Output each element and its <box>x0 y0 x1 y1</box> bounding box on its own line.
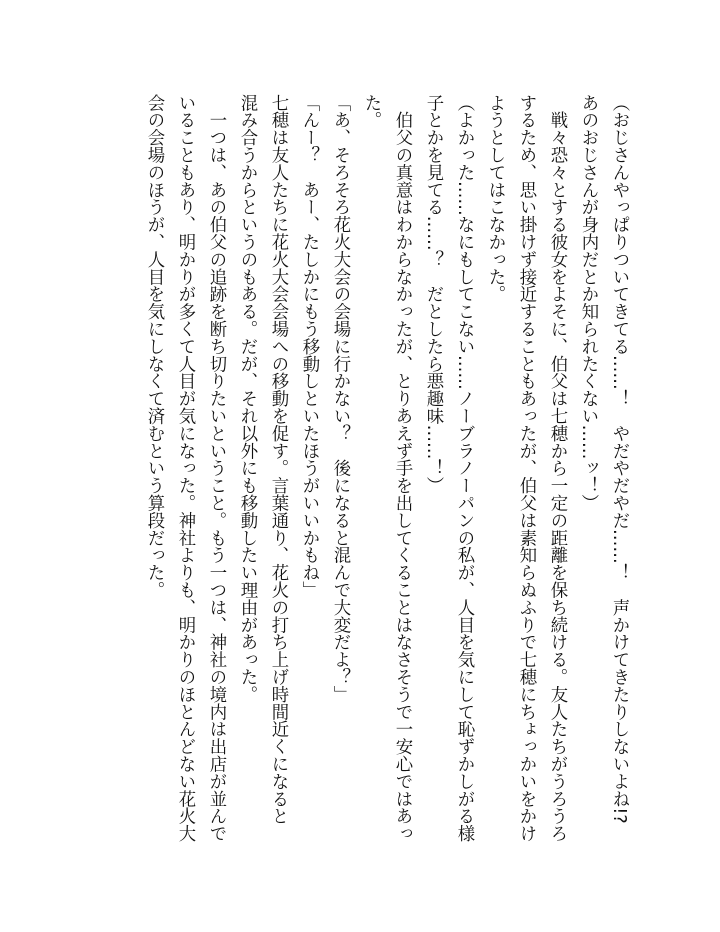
text-line: （よかった……なにもしてこない……ノーブラノーパンの私が、人目を気にして恥ずかしがる様 <box>454 94 474 843</box>
text-line: 「んー？ あー、たしかにもう移動しといたほうがいいかもね」 <box>299 94 319 599</box>
vertical-text-page <box>138 94 634 854</box>
text-line: 戦々恐々とする彼女をよそに、伯父は七穂から一定の距離を保ち続ける。友人たちがうろうろ <box>547 94 567 843</box>
text-line: するため、思い掛けず接近することもあったが、伯父は素知らぬふりで七穂にちょっかいをかけ <box>516 94 536 843</box>
text-line: 会の会場のほうが、人目を気にしなくて済むという算段だった。 <box>144 94 164 599</box>
text-line: 七穂は友人たちに花火大会会場への移動を促す。言葉通り、花火の打ち上げ時間近くになると <box>268 94 288 825</box>
text-line: 子とかを見てる……？ だとしたら悪趣味……！） <box>423 94 443 495</box>
text-line: 一つは、あの伯父の追跡を断ち切りたいということ。もう一つは、神社の境内は出店が並んで <box>206 94 226 843</box>
text-line: ようとしてはこなかった。 <box>485 94 505 303</box>
text-line: 「あ、そろそろ花火大会の会場に行かない？ 後になると混んで大変だよ？」 <box>330 94 350 703</box>
text-line: 伯父の真意はわからなかったが、とりあえず手を出してくることはなさそうで一安心ではあっ <box>392 94 412 843</box>
text-line: 混み合うからというのもある。だが、それ以外にも移動したい理由があった。 <box>237 94 257 703</box>
text-line: た。 <box>361 94 381 129</box>
text-line: いることもあり、明かりが多くて人目が気になった。神社よりも、明かりのほとんどない花火大 <box>175 94 195 843</box>
text-line: あのおじさんが身内だとか知られたくない……ッ！） <box>578 94 598 512</box>
text-line: （おじさんやっぱりついてきてる……！ やだやだやだ……！ 声かけてきたりしないよね!? <box>609 94 629 824</box>
